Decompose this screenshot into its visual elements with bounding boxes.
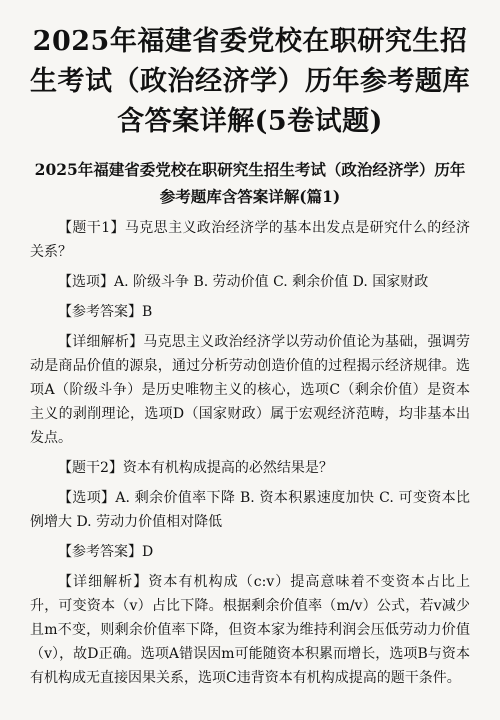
- document-title: 2025年福建省委党校在职研究生招生考试（政治经济学）历年参考题库含答案详解(5卷试题): [30, 26, 470, 137]
- question-2-answer: 【参考答案】D: [58, 544, 154, 560]
- question-1-analysis: 【详细解析】马克思主义政治经济学以劳动价值论为基础，强调劳动是商品价值的源泉，通过分析劳动创造价值的过程揭示经济规律。选项A（阶级斗争）是历史唯物主义的核心，选项C（剩余价值）是资本主义的剥削理论，选项D（国家财政）属于宏观经济范畴，均非基本出发点。: [30, 334, 470, 446]
- question-1-options: 【选项】A. 阶级斗争 B. 劳动价值 C. 剩余价值 D. 国家财政: [58, 274, 429, 290]
- question-2-options: 【选项】A. 剩余价值率下降 B. 资本积累速度加快 C. 可变资本比例增大 D. 劳动力价值相对降低: [30, 490, 470, 530]
- question-2-analysis: 【详细解析】资本有机构成（c:v）提高意味着不变资本占比上升，可变资本（v）占比下降。根据剩余价值率（m/v）公式，若v减少且m不变，则剩余价值率下降，但资本家为维持利润会压低劳动力价值（v），故D正确。选项A错误因m可能随资本积累而增长，选项B与资本有机构成无直接因果关系，选项C违背资本有机构成提高的题干条件。: [30, 574, 470, 686]
- question-1-answer: 【参考答案】B: [58, 304, 153, 320]
- section-title: 2025年福建省委党校在职研究生招生考试（政治经济学）历年参考题库含答案详解(篇1): [34, 160, 466, 206]
- question-1: [30, 216, 470, 450]
- question-2-stem: 【题干2】资本有机构成提高的必然结果是？: [58, 460, 333, 476]
- question-2: [30, 456, 470, 690]
- question-1-stem: 【题干1】马克思主义政治经济学的基本出发点是研究什么的经济关系？: [30, 220, 470, 260]
